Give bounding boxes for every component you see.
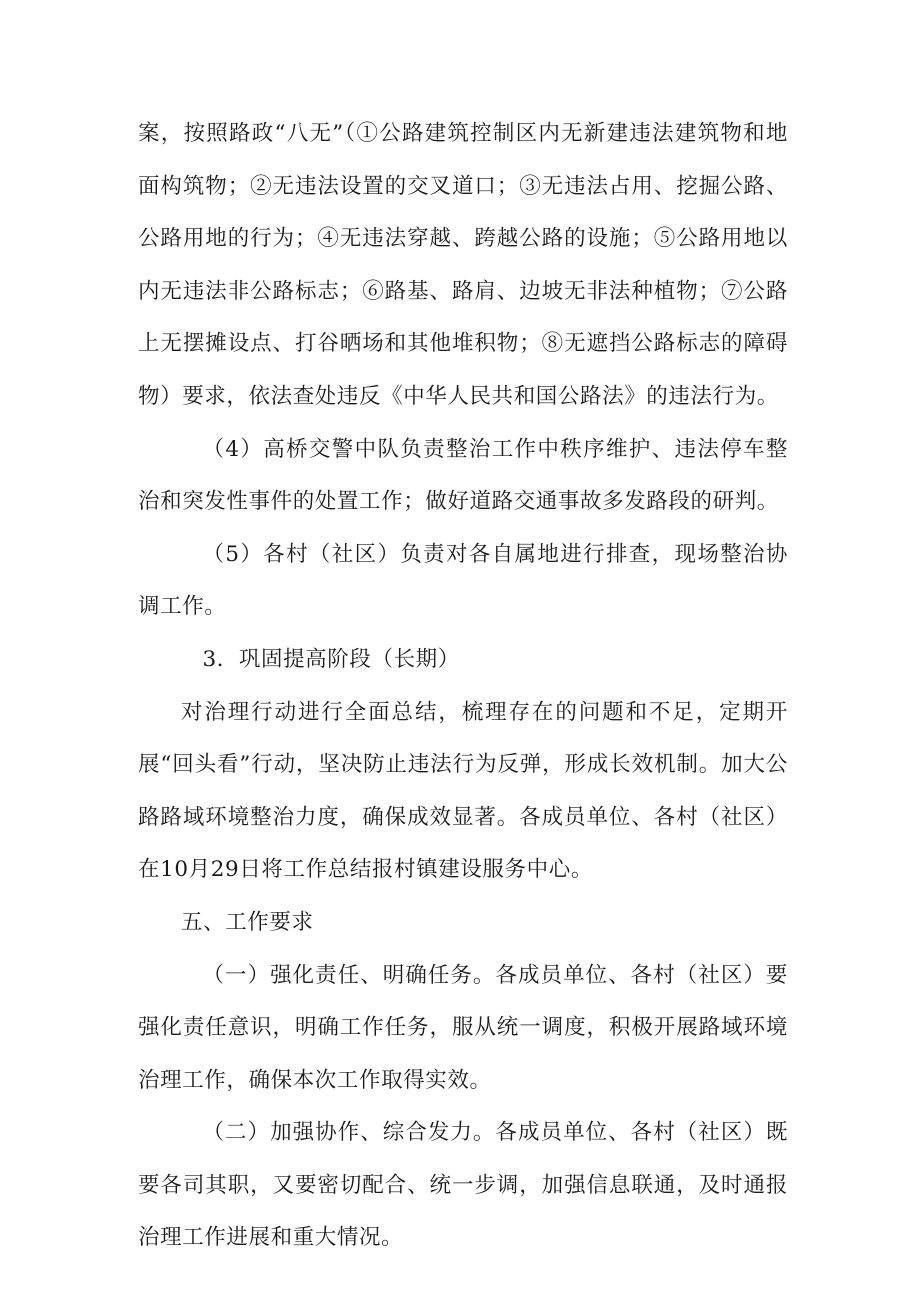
section-heading-stage-3: 3．巩固提高阶段（长期）: [202, 646, 460, 672]
paragraph-stage-3-body: 对治理行动进行全面总结，梳理存在的问题和不足，定期开展“回头看”行动，坚决防止违法行为反弹，形成长效机制。加大公路路域环境整治力度，确保成效显著。各成员单位、各村（社区）在10月29日将工作总结报村镇建设服务中心。: [138, 699, 788, 883]
paragraph-continuation: 案，按照路政“八无”（①公路建筑控制区内无新建违法建筑物和地面构筑物；②无违法设置的交叉道口；③无违法占用、挖掘公路、公路用地的行为；④无违法穿越、跨越公路的设施；⑤公路用地以内无违法非公路标志；⑥路基、路肩、边坡无非法种植物；⑦公路上无摆摊设点、打谷晒场和其他堆积物；⑧无遮挡公路标志的障碍物）要求，依法查处违反《中华人民共和国公路法》的违法行为。: [138, 121, 788, 409]
paragraph-item-4: （4）高桥交警中队负责整治工作中秩序维护、违法停车整治和突发性事件的处置工作；做好道路交通事故多发路段的研判。: [138, 436, 788, 515]
document-body: [138, 108, 788, 1265]
paragraph-item-5: （5）各村（社区）负责对各自属地进行排查，现场整治协调工作。: [138, 541, 788, 620]
section-heading-work-requirements: 五、工作要求: [181, 909, 314, 935]
paragraph-requirement-2: （二）加强协作、综合发力。各成员单位、各村（社区）既要各司其职，又要密切配合、统一步调，加强信息联通，及时通报治理工作进展和重大情况。: [138, 1120, 788, 1251]
paragraph-requirement-1: （一）强化责任、明确任务。各成员单位、各村（社区）要强化责任意识，明确工作任务，服从统一调度，积极开展路域环境治理工作，确保本次工作取得实效。: [138, 962, 788, 1093]
